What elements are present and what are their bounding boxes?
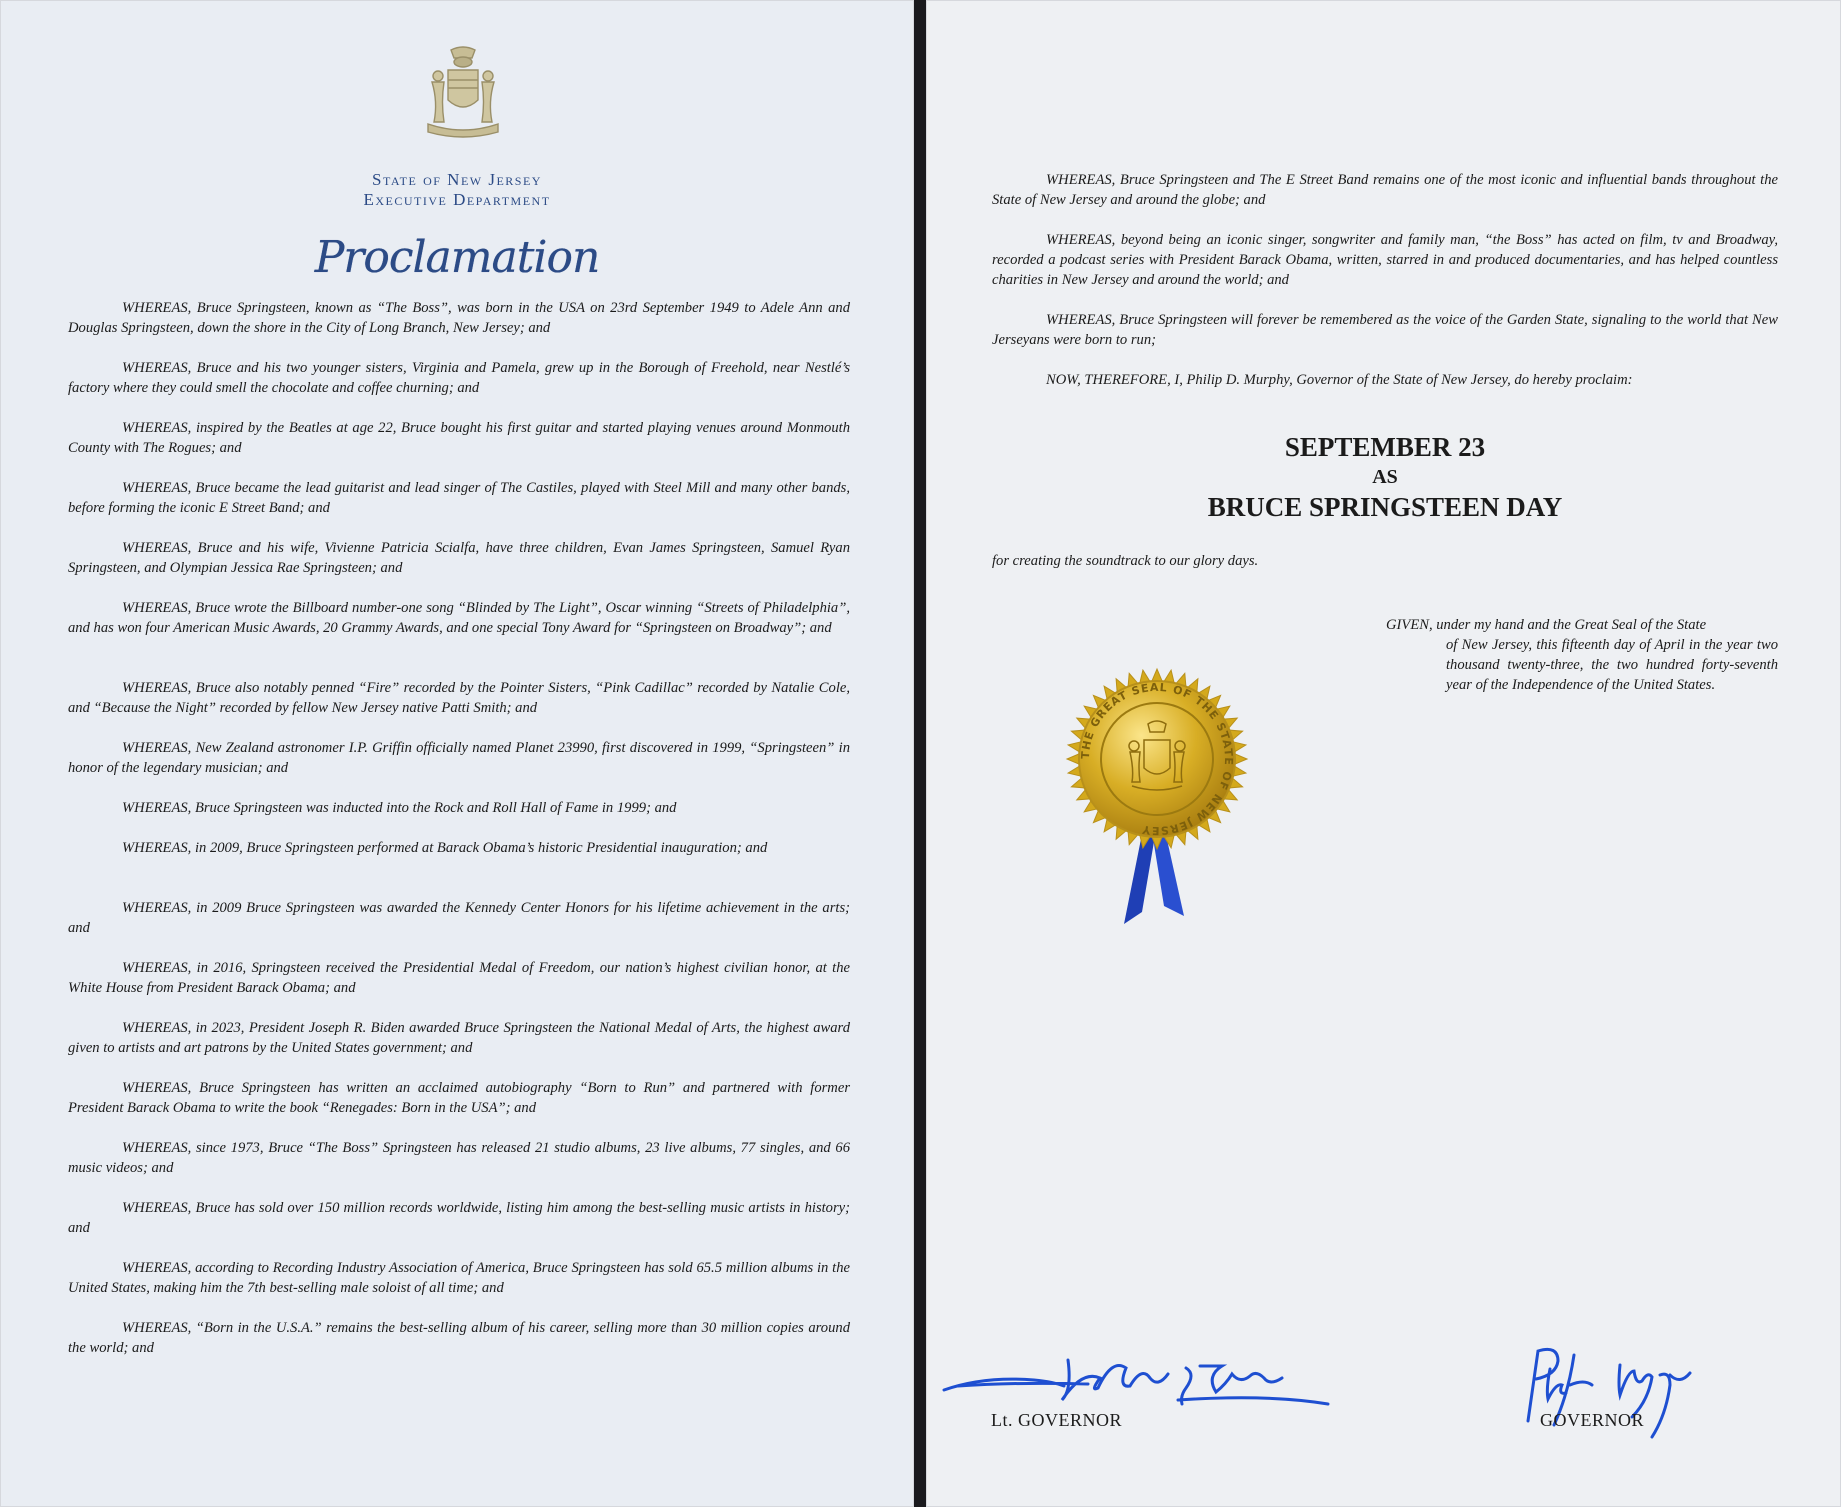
clause-paragraph: WHEREAS, Bruce has sold over 150 million records worldwide, listing him among the best-selling music artists in history; and xyxy=(68,1200,850,1236)
clause-paragraph: WHEREAS, inspired by the Beatles at age 22, Bruce bought his first guitar and started playing venues around Monmouth County with The Rogues; and xyxy=(68,420,850,456)
clause-paragraph: WHEREAS, according to Recording Industry Association of America, Bruce Springsteen has sold 65.5 million albums in the United States, making him the 7th best-selling male soloist of all time; and xyxy=(68,1260,850,1296)
day-date: SEPTEMBER 23 xyxy=(1284,432,1486,462)
clause-paragraph: WHEREAS, Bruce Springsteen, known as “The Boss”, was born in the USA on 23rd September 1949 to Adele Ann and Douglas Springsteen, down the shore in the City of Long Branch, New Jersey; and xyxy=(68,300,850,336)
governor-title: GOVERNOR xyxy=(1540,1410,1645,1430)
clause-paragraph: WHEREAS, Bruce and his two younger sisters, Virginia and Pamela, grew up in the Borough of Freehold, near Nestlé’s factory where they could smell the chocolate and coffee churning; and xyxy=(68,360,850,396)
clause-paragraph: WHEREAS, beyond being an iconic singer, songwriter and family man, “the Boss” has acted on film, tv and Broadway, recorded a podcast series with President Barack Obama, written, starred in and produced documentaries, and has helped countless charities in New Jersey and around the world; and xyxy=(992,232,1778,288)
proclaim-paragraph: NOW, THEREFORE, I, Philip D. Murphy, Governor of the State of New Jersey, do hereby proclaim: xyxy=(1046,372,1633,388)
day-as: AS xyxy=(1372,466,1398,488)
proclaimed-day xyxy=(992,430,1778,524)
clause-paragraph: WHEREAS, Bruce Springsteen and The E Street Band remains one of the most iconic and influential bands throughout the State of New Jersey and around the globe; and xyxy=(992,172,1778,208)
clause-paragraph: WHEREAS, Bruce also notably penned “Fire” recorded by the Pointer Sisters, “Pink Cadillac” recorded by Natalie Cole, and “Because the Night” recorded by fellow New Jersey native Patti Smith; and xyxy=(68,680,850,716)
clause-paragraph: WHEREAS, Bruce and his wife, Vivienne Patricia Scialfa, have three children, Evan James Springsteen, Samuel Ryan Springsteen, and Olympian Jessica Rae Springsteen; and xyxy=(68,540,850,576)
state-name-heading: State of New Jersey xyxy=(372,170,542,189)
lt-governor-title: Lt. GOVERNOR xyxy=(991,1410,1122,1430)
clause-paragraph: WHEREAS, Bruce became the lead guitarist and lead singer of The Castiles, played with Steel Mill and many other bands, before forming the iconic E Street Band; and xyxy=(68,480,850,516)
day-name: BRUCE SPRINGSTEEN DAY xyxy=(1207,492,1563,522)
clause-paragraph: WHEREAS, “Born in the U.S.A.” remains the best-selling album of his career, selling more than 30 million copies around the world; and xyxy=(68,1320,850,1356)
proclamation-title: Proclamation xyxy=(314,232,600,283)
clause-paragraph: WHEREAS, Bruce Springsteen was inducted into the Rock and Roll Hall of Fame in 1999; and xyxy=(122,800,677,816)
clause-paragraph: WHEREAS, New Zealand astronomer I.P. Griffin officially named Planet 23990, first discovered in 1999, “Springsteen” in honor of the legendary musician; and xyxy=(68,740,850,776)
department-heading: Executive Department xyxy=(363,190,551,209)
proclamation-page-left xyxy=(0,0,914,1507)
lt-governor-signature xyxy=(938,1340,1358,1420)
clause-paragraph: WHEREAS, Bruce Springsteen has written an acclaimed autobiography “Born to Run” and partnered with former President Barack Obama to write the book “Renegades: Born in the USA”; and xyxy=(68,1080,850,1116)
clause-paragraph: WHEREAS, since 1973, Bruce “The Boss” Springsteen has released 21 studio albums, 23 live albums, 77 singles, and 66 music videos; and xyxy=(68,1140,850,1176)
clause-paragraph: WHEREAS, in 2009 Bruce Springsteen was awarded the Kennedy Center Honors for his lifetime achievement in the arts; and xyxy=(68,900,850,936)
clause-paragraph: WHEREAS, in 2009, Bruce Springsteen performed at Barack Obama’s historic Presidential inauguration; and xyxy=(122,840,768,856)
clause-paragraph: WHEREAS, Bruce wrote the Billboard number-one song “Blinded by The Light”, Oscar winning “Streets of Philadelphia”, and has won four American Music Awards, 20 Grammy Awards, and one special Tony Award for “Springsteen on Broadway”; and xyxy=(68,600,850,636)
whereas-clauses-left xyxy=(68,298,850,1378)
given-first-line: GIVEN, under my hand and the Great Seal of the State xyxy=(1386,617,1707,633)
great-seal-icon xyxy=(1052,654,1262,934)
clause-paragraph: WHEREAS, in 2023, President Joseph R. Biden awarded Bruce Springsteen the National Medal of Arts, the highest award given to artists and art patrons by the United States government; and xyxy=(68,1020,850,1056)
dedication-line: for creating the soundtrack to our glory days. xyxy=(992,553,1259,569)
seal-text: THE GREAT SEAL OF THE STATE OF NEW JERSEY xyxy=(1078,680,1236,838)
clause-paragraph: WHEREAS, in 2016, Springsteen received the Presidential Medal of Freedom, our nation’s highest civilian honor, at the White House from President Barack Obama; and xyxy=(68,960,850,996)
clause-paragraph: WHEREAS, Bruce Springsteen will forever be remembered as the voice of the Garden State, signaling to the world that New Jerseyans were born to run; xyxy=(992,312,1778,348)
nj-coat-of-arms-icon xyxy=(418,44,508,140)
given-paragraph xyxy=(1386,615,1778,695)
given-rest: of New Jersey, this fifteenth day of April in the year two thousand twenty-three, the two hundred forty-seventh year of the Independence of the United States. xyxy=(1446,637,1778,693)
whereas-clauses-right xyxy=(992,170,1778,410)
